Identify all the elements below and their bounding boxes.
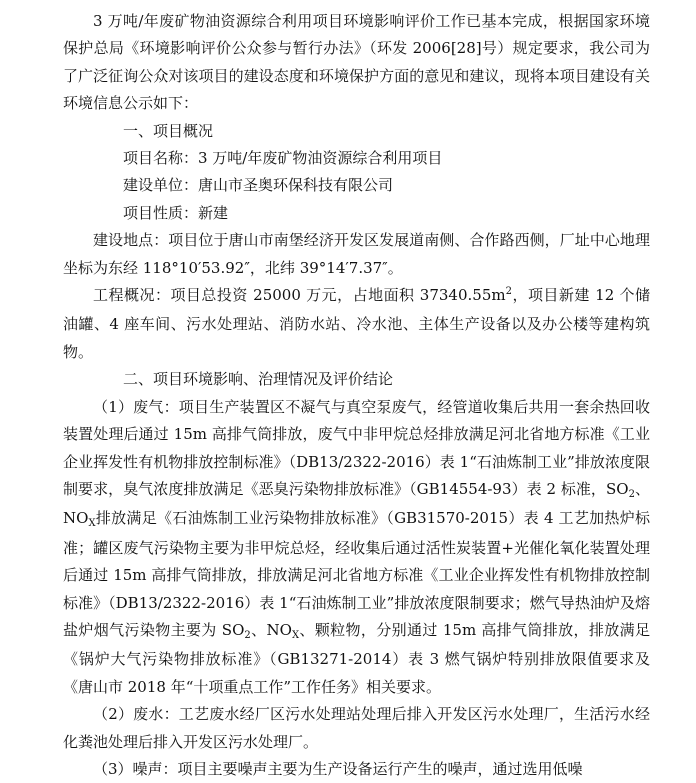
intro-paragraph: 3 万吨/年废矿物油资源综合利用项目环境影响评价工作已基本完成，根据国家环境保护总局《环境影响评价公众参与暂行办法》（环发 2006[28]号）规定要求，我公司为了广泛征询公众对该项目的建设态度和环境保护方面的意见和建议，现将本项目建设有关环境信息公示如下： xyxy=(63,12,650,113)
exhaust-text-3: 排放满足《石油炼制工业污染物排放标准》（GB31570-2015）表 4 工艺加热炉标准；罐区废气污染物主要为非甲烷总烃，经收集后通过活性炭装置+光催化氧化装置处理后通过 15m 高排气筒排放，排放满足河北省地方标准《工业企业挥发性有机物排放控制标准》（DB13/2322-2016）表 1“石油炼制工业”排放浓度限制要求；燃气导热油炉及熔盐炉烟气污染物主要为 SO xyxy=(63,509,650,639)
builder-line: 建设单位：唐山市圣奥环保科技有限公司 xyxy=(123,176,394,195)
wastewater-paragraph: （2）废水：工艺废水经厂区污水处理站处理后排入开发区污水处理厂，生活污水经化粪池处理后排入开发区污水处理厂。 xyxy=(63,705,650,751)
exhaust-text-1: （1）废气：项目生产装置区不凝气与真空泵废气，经管道收集后共用一套余热回收装置处理后通过 15m 高排气筒排放，废气中非甲烷总烃排放满足河北省地方标准《工业企业挥发性有机物排放控制标准》（DB13/2322-2016）表 1“石油炼制工业”排放浓度限制要求，臭气浓度排放满足《恶臭污染物排放标准》（GB14554-93）表 2 标准，SO xyxy=(63,397,650,498)
so2-subscript-2: 2 xyxy=(244,629,251,641)
project-nature-line: 项目性质：新建 xyxy=(123,203,229,222)
overview-text-b: ，项目新建 12 个储油罐、4 座车间、污水处理站、消防水站、冷水池、主体生产设备以及办公楼等建构筑物。 xyxy=(63,286,650,361)
project-name-line: 项目名称：3 万吨/年废矿物油资源综合利用项目 xyxy=(123,149,443,168)
location-paragraph: 建设地点：项目位于唐山市南堡经济开发区发展道南侧、合作路西侧，厂址中心地理坐标为东经 118°10′53.92″，北纬 39°14′7.37″。 xyxy=(63,231,650,277)
section-heading-impact: 二、项目环境影响、治理情况及评价结论 xyxy=(123,370,394,389)
nox-subscript-2: X xyxy=(291,629,300,641)
nox-subscript: X xyxy=(88,518,96,530)
noise-paragraph: （3）噪声：项目主要噪声主要为生产设备运行产生的噪声，通过选用低噪 xyxy=(93,759,583,778)
overview-paragraph xyxy=(63,282,650,366)
so2-subscript: 2 xyxy=(628,488,635,500)
exhaust-text-2: 、NO xyxy=(63,479,650,528)
exhaust-text-4: 、NO xyxy=(250,620,292,639)
exhaust-text-5: 、颗粒物，分别通过 15m 高排气筒排放，排放满足《锅炉大气污染物排放标准》（GB13271-2014）表 3 燃气锅炉特别排放限值要求及《唐山市 2018 年“十项重点工作”工作任务》相关要求。 xyxy=(63,620,650,696)
area-unit-superscript: 2 xyxy=(505,286,512,298)
overview-text-a: 工程概况：项目总投资 25000 万元，占地面积 37340.55m xyxy=(93,286,506,305)
exhaust-gas-paragraph xyxy=(63,394,650,701)
section-heading-overview: 一、项目概况 xyxy=(123,121,214,140)
